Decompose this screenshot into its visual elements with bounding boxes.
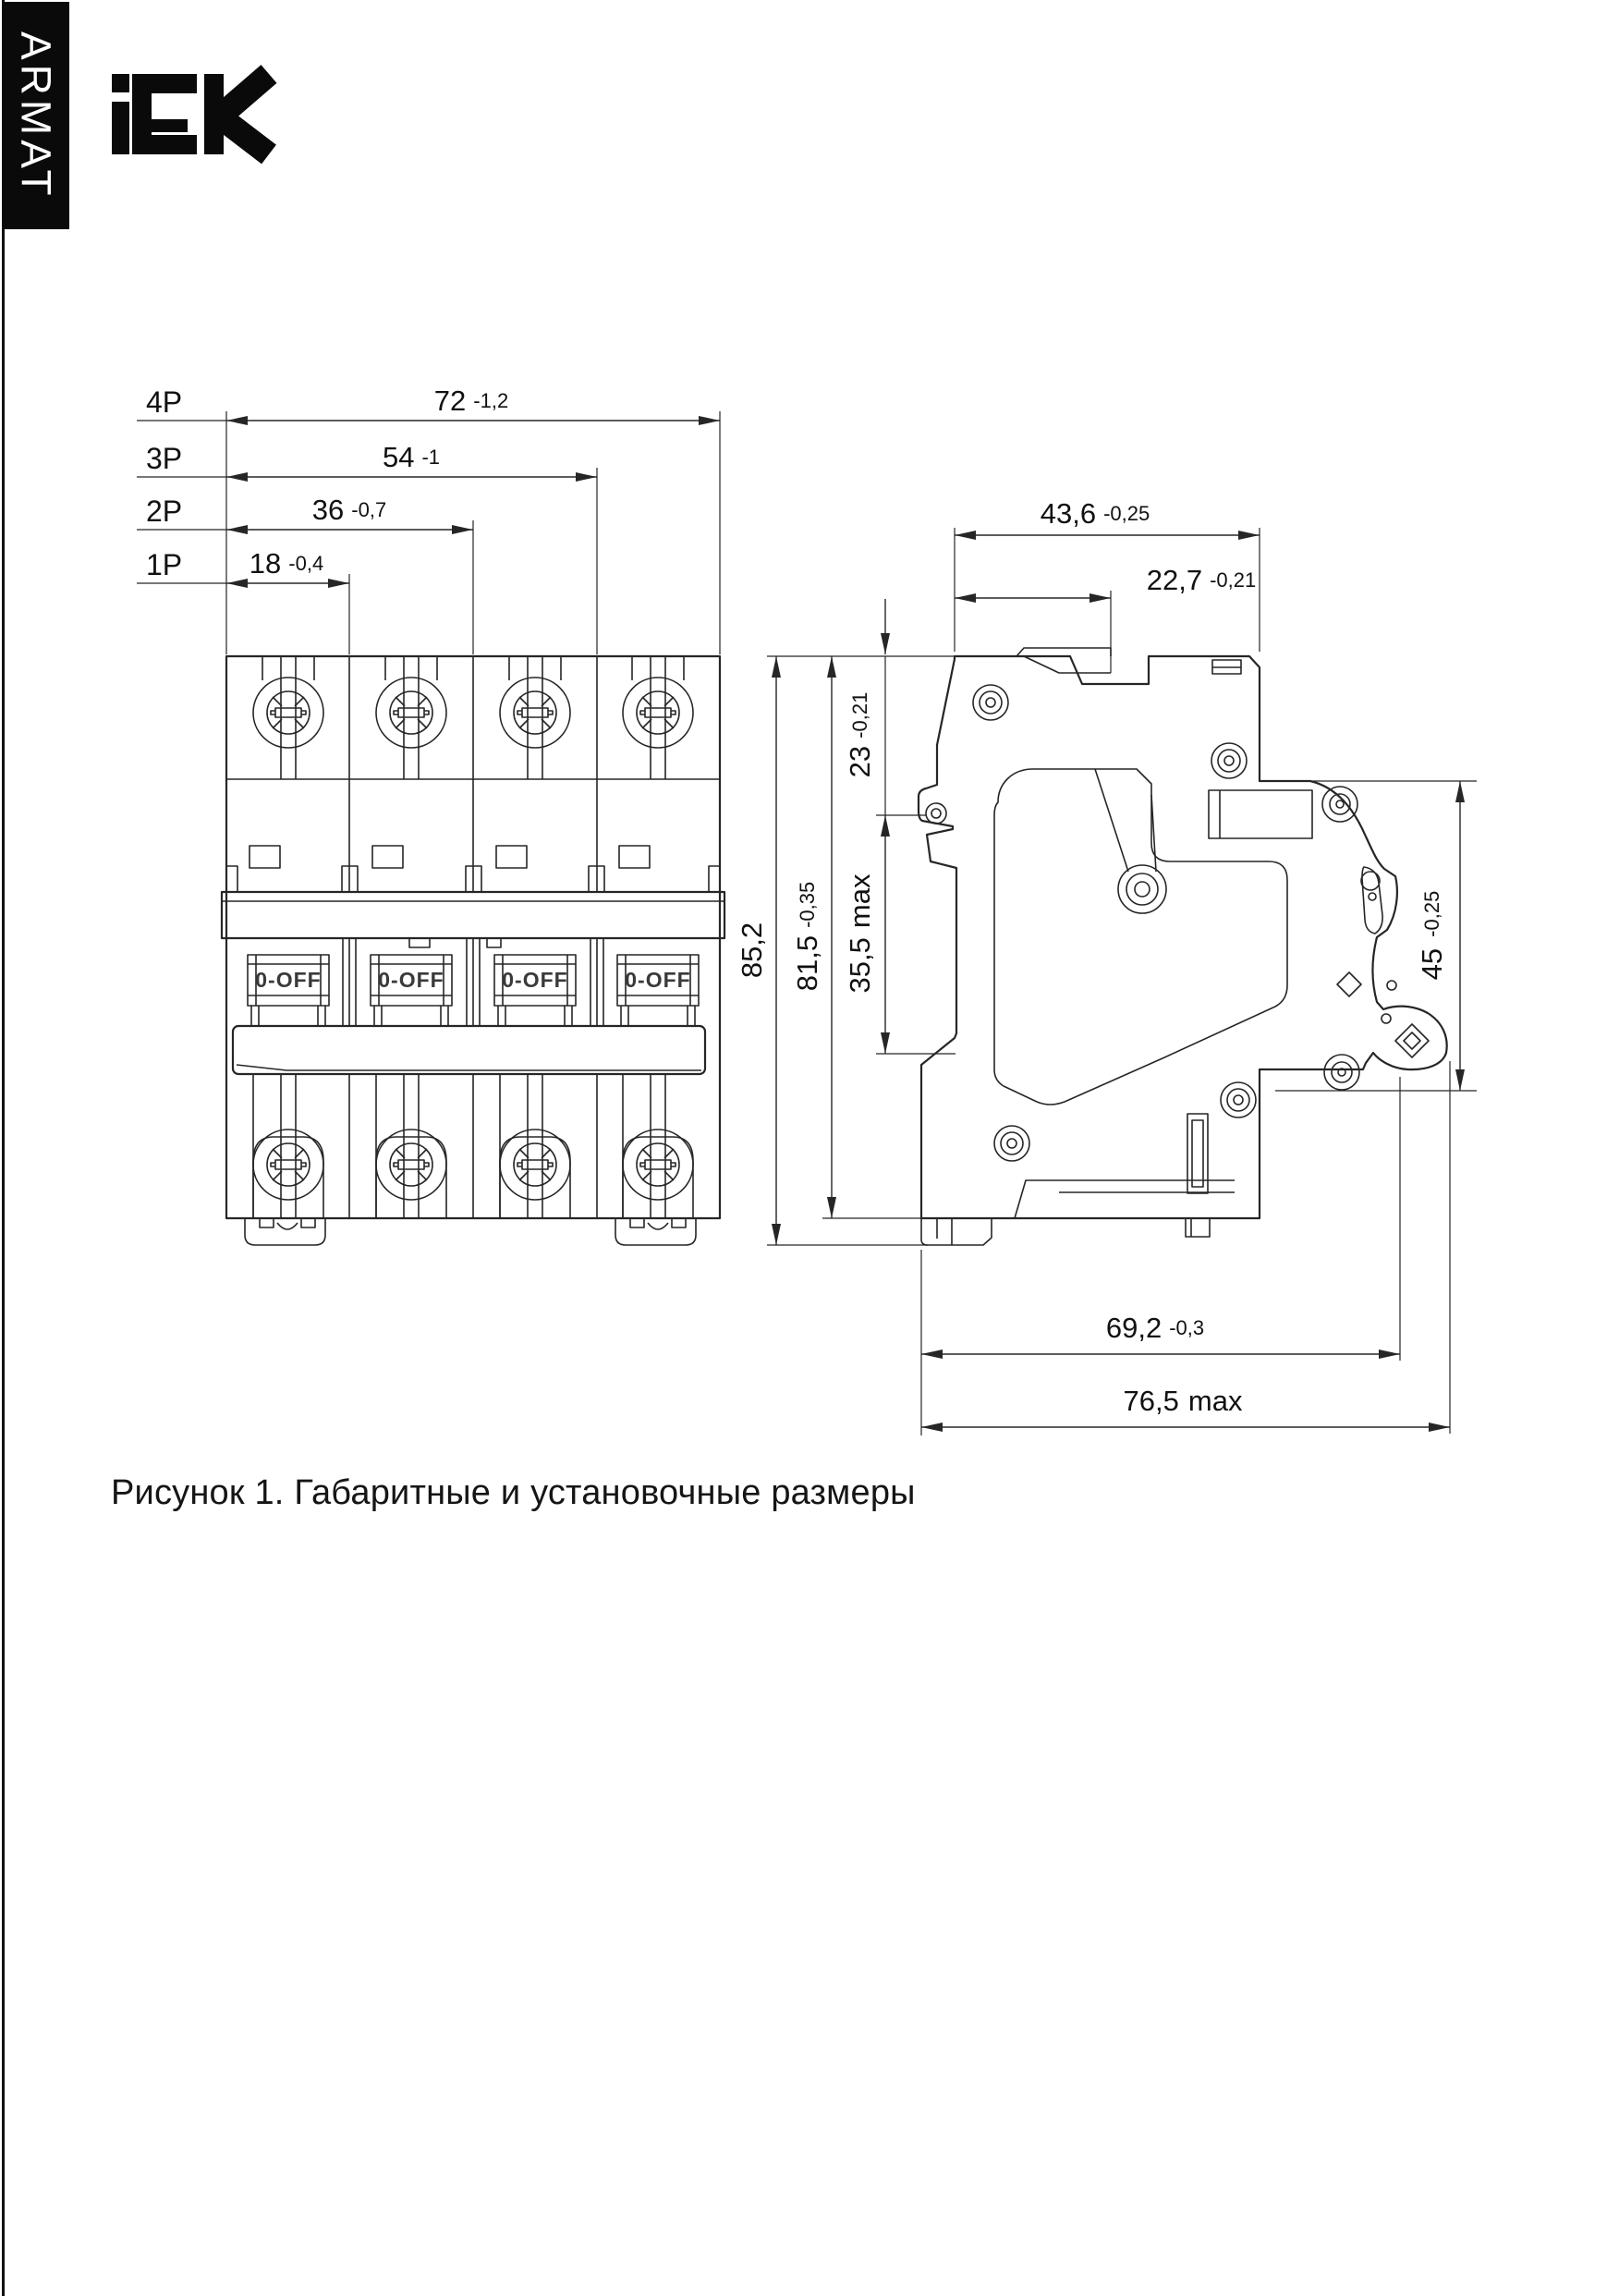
terminal-screw	[376, 1130, 446, 1200]
pole-label-1p: 1P	[146, 548, 183, 581]
dim-side-din-zone	[844, 815, 956, 1054]
dim-value: 85,2	[736, 922, 768, 979]
dim-value: 23-0,21	[844, 691, 876, 778]
case-rivet	[1221, 1082, 1256, 1117]
case-rivet	[973, 685, 1008, 720]
dim-value: 69,2 -0,3	[1105, 1312, 1205, 1344]
din-clip-slider	[921, 1218, 1210, 1245]
dim-side-height-body	[791, 656, 921, 1218]
toggle-label: 0-OFF	[255, 968, 322, 992]
mechanism-chamber	[994, 769, 1287, 1105]
case-rivet	[994, 1126, 1029, 1161]
dim-value: 22,7 -0,21	[1146, 564, 1257, 596]
dim-value: 76,5 max	[1123, 1385, 1243, 1417]
toggle-0off-pole3	[494, 955, 576, 1026]
terminal-screw	[253, 678, 323, 748]
din-tab	[615, 1218, 696, 1245]
dim-side-rear-upper	[844, 599, 926, 815]
terminal-screw	[623, 678, 693, 748]
figure-caption: Рисунок 1. Габаритные и установочные размеры	[111, 1473, 916, 1512]
toggle-0off-pole4	[617, 955, 699, 1026]
case-rivet	[1118, 865, 1166, 913]
front-screw	[1322, 787, 1357, 822]
terminal-screw	[500, 678, 570, 748]
din-tab	[245, 1218, 325, 1245]
dim-front-4p	[137, 385, 720, 654]
pole-label-2p: 2P	[146, 495, 183, 528]
side-view	[736, 497, 1477, 1435]
dim-side-depth	[921, 1077, 1400, 1435]
case-rivet	[1211, 743, 1247, 778]
front-screw	[1324, 1055, 1359, 1090]
pole-label-3p: 3P	[146, 442, 183, 475]
armat-label: ARMAT	[12, 31, 60, 201]
dim-value: 35,5max	[844, 873, 876, 994]
dim-value: 54 -1	[382, 441, 441, 473]
dim-value: 36 -0,7	[311, 494, 387, 526]
toggle-label: 0-OFF	[502, 968, 568, 992]
pole-label-4p: 4P	[146, 385, 183, 419]
dim-value: 43,6 -0,25	[1040, 497, 1150, 530]
handle-bar	[233, 1026, 705, 1074]
iek-logo	[112, 74, 269, 154]
toggle-label: 0-OFF	[625, 968, 691, 992]
terminal-screw	[500, 1130, 570, 1200]
terminal-screw	[376, 678, 446, 748]
toggle-0off-pole1	[248, 955, 329, 1026]
terminal-clamp	[1382, 1014, 1429, 1057]
dim-front-3p	[137, 441, 597, 654]
terminal-screw	[253, 1130, 323, 1200]
front-view	[137, 385, 724, 1245]
dim-side-depth-max	[921, 1061, 1450, 1434]
dim-value: 72 -1,2	[433, 385, 509, 417]
dim-value: 45-0,25	[1416, 890, 1448, 981]
mid-band	[222, 892, 724, 947]
dim-front-1p	[137, 547, 349, 654]
toggle-label: 0-OFF	[378, 968, 444, 992]
dim-value: 18 -0,4	[249, 547, 324, 580]
toggle-0off-pole2	[371, 955, 452, 1026]
terminal-screw	[623, 1130, 693, 1200]
dim-value: 81,5-0,35	[791, 881, 823, 992]
